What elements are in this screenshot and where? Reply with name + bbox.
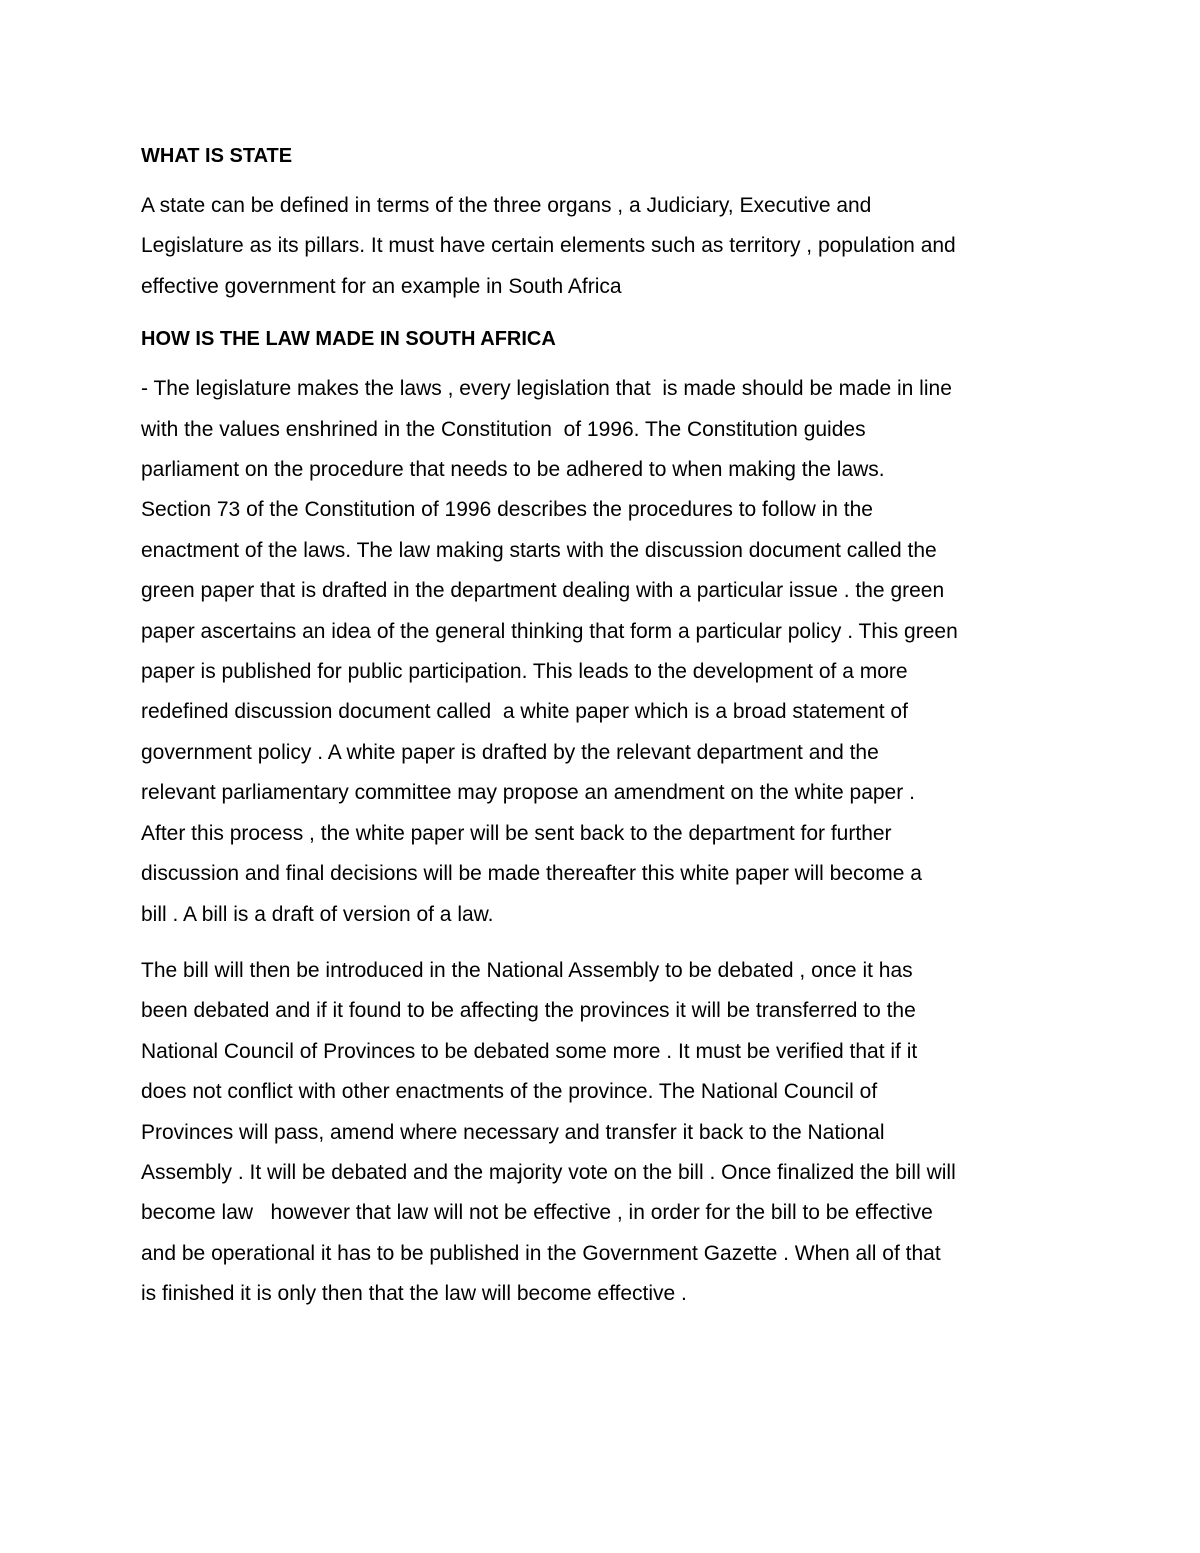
text-line: paper ascertains an idea of the general thinking that form a particular policy . This green [141,619,958,643]
paragraph [141,369,1059,935]
text-line: discussion and final decisions will be made thereafter this white paper will become a [141,862,922,886]
text-line: does not conflict with other enactments of the province. The National Council of [141,1080,878,1104]
text-line: Assembly . It will be debated and the majority vote on the bill . Once finalized the bill will [141,1160,956,1184]
text-line: effective government for an example in South Africa [141,274,622,298]
section-what-is-state [141,140,1059,307]
text-line: After this process , the white paper will be sent back to the department for further [141,821,892,845]
text-line: government policy . A white paper is drafted by the relevant department and the [141,740,879,764]
text-line: Legislature as its pillars. It must have certain elements such as territory , population and [141,234,956,258]
section-heading: HOW IS THE LAW MADE IN SOUTH AFRICA [141,328,556,351]
paragraph [141,951,1059,1315]
text-line: A state can be defined in terms of the three organs , a Judiciary, Executive and [141,194,872,217]
text-line: - The legislature makes the laws , every legislation that is made should be made in line [141,377,952,401]
text-line: with the values enshrined in the Constitution of 1996. The Constitution guides [141,417,866,441]
text-line: Provinces will pass, amend where necessary and transfer it back to the National [141,1120,885,1144]
paragraph [141,186,1059,307]
text-line: Section 73 of the Constitution of 1996 describes the procedures to follow in the [141,498,873,522]
text-line: bill . A bill is a draft of version of a law. [141,902,494,926]
text-line: National Council of Provinces to be debated some more . It must be verified that if it [141,1039,918,1063]
section-how-law-made [141,323,1059,1314]
text-line: is finished it is only then that the law will become effective . [141,1282,687,1306]
text-line: parliament on the procedure that needs to be adhered to when making the laws. [141,458,885,482]
text-line: enactment of the laws. The law making starts with the discussion document called the [141,538,937,562]
text-line: become law however that law will not be effective , in order for the bill to be effective [141,1201,933,1225]
text-line: paper is published for public participation. This leads to the development of a more [141,660,908,684]
text-line: green paper that is drafted in the department dealing with a particular issue . the green [141,579,945,603]
document-page [141,140,1059,1331]
section-heading: WHAT IS STATE [141,145,293,167]
text-line: redefined discussion document called a white paper which is a broad statement of [141,700,908,724]
text-line: The bill will then be introduced in the National Assembly to be debated , once it has [141,958,913,982]
text-line: relevant parliamentary committee may propose an amendment on the white paper . [141,781,915,805]
text-line: and be operational it has to be published in the Government Gazette . When all of that [141,1241,941,1265]
text-line: been debated and if it found to be affecting the provinces it will be transferred to the [141,999,916,1023]
